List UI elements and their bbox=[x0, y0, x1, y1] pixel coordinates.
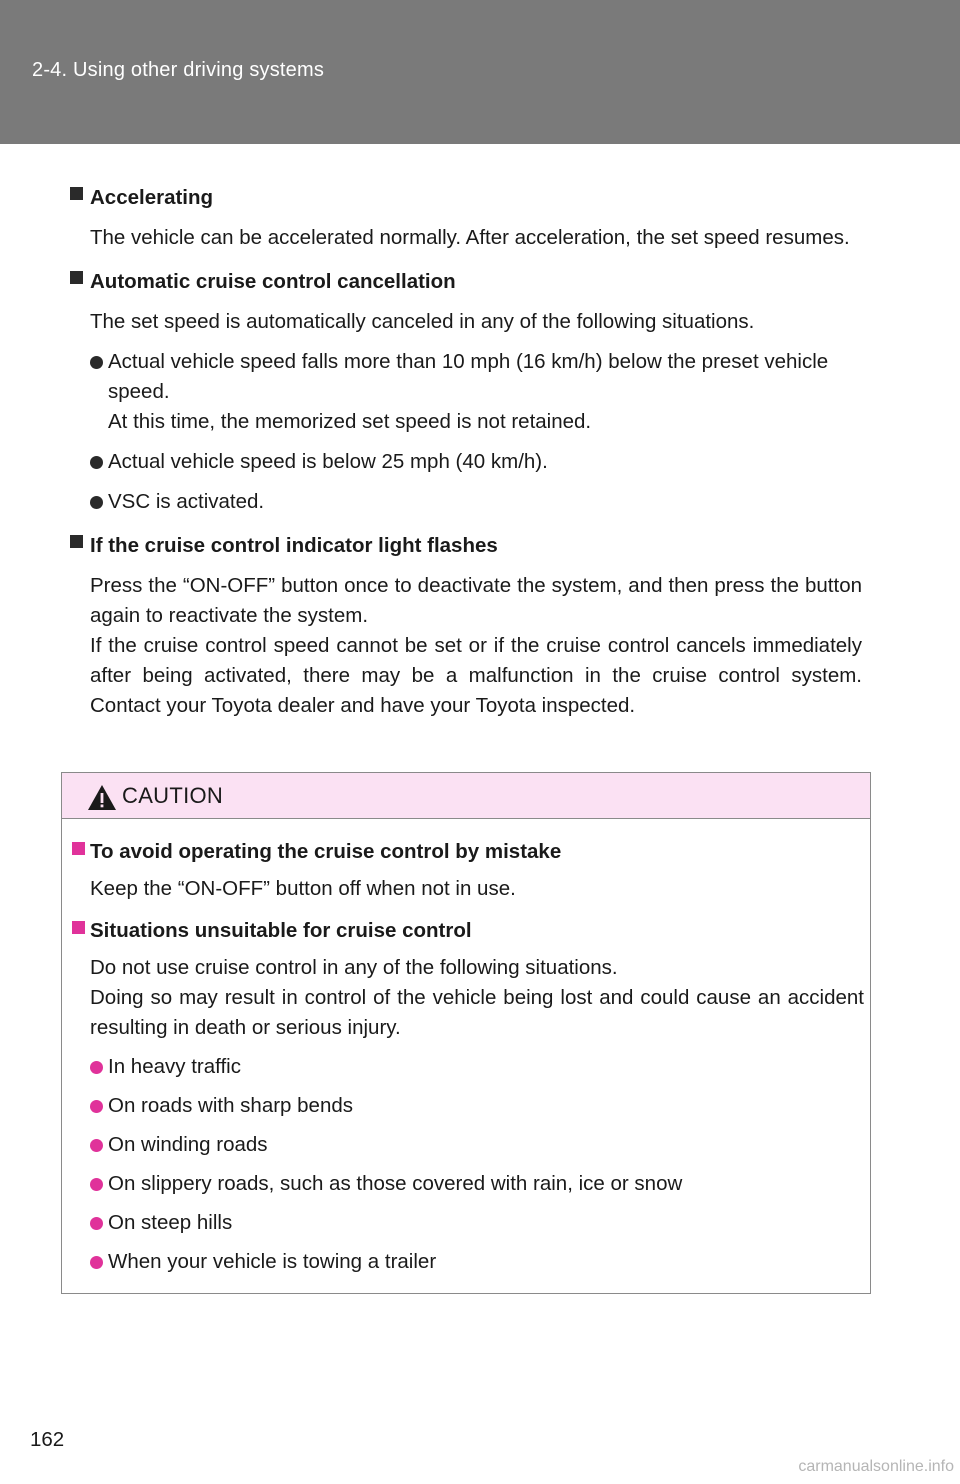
list-item-text: Actual vehicle speed is below 25 mph (40 km/h). bbox=[108, 450, 548, 473]
caution-box bbox=[61, 772, 871, 1294]
list-item-text: On winding roads bbox=[108, 1133, 268, 1156]
list-item-text: In heavy traffic bbox=[108, 1055, 241, 1078]
list-item bbox=[90, 347, 862, 437]
caution-section-body: Keep the “ON-OFF” button off when not in use. bbox=[90, 877, 516, 900]
list-item bbox=[90, 1169, 864, 1199]
warning-triangle-icon bbox=[87, 784, 117, 811]
section-title: Automatic cruise control cancellation bbox=[90, 270, 456, 293]
section-body: The set speed is automatically canceled in any of the following situations. bbox=[90, 310, 755, 333]
list-item bbox=[90, 1091, 864, 1121]
caution-section-body-continued: Doing so may result in control of the vehicle being lost and could cause an accident resulting in death or serious injury. bbox=[90, 986, 864, 1039]
section-title: Accelerating bbox=[90, 186, 214, 209]
caution-section-title: To avoid operating the cruise control by mistake bbox=[90, 840, 562, 863]
caution-section bbox=[72, 837, 864, 904]
caution-title: CAUTION bbox=[122, 783, 224, 808]
caution-section bbox=[72, 916, 864, 1277]
caution-section-body: Do not use cruise control in any of the following situations. bbox=[90, 956, 618, 979]
round-bullet-icon bbox=[90, 1100, 103, 1113]
square-bullet-icon bbox=[70, 271, 83, 284]
section-body: Press the “ON-OFF” button once to deactivate the system, and then press the button again to reactivate the system. bbox=[90, 574, 862, 627]
list-item-text: VSC is activated. bbox=[108, 490, 265, 513]
section-breadcrumb: 2-4. Using other driving systems bbox=[32, 59, 325, 81]
section-indicator-flashes bbox=[70, 531, 862, 721]
list-item bbox=[90, 447, 862, 477]
footer-watermark-link[interactable]: carmanualsonline.info bbox=[798, 1458, 954, 1475]
square-bullet-icon bbox=[72, 842, 85, 855]
square-bullet-icon bbox=[72, 921, 85, 934]
section-title: If the cruise control indicator light flashes bbox=[90, 534, 498, 557]
list-item bbox=[90, 1208, 864, 1238]
square-bullet-icon bbox=[70, 535, 83, 548]
main-content bbox=[70, 183, 862, 735]
section-body: The vehicle can be accelerated normally. After acceleration, the set speed resumes. bbox=[90, 226, 850, 249]
list-item bbox=[90, 1247, 864, 1277]
caution-body bbox=[72, 837, 864, 1289]
list-item-text: On steep hills bbox=[108, 1211, 233, 1234]
round-bullet-icon bbox=[90, 1178, 103, 1191]
caution-section-title: Situations unsuitable for cruise control bbox=[90, 919, 472, 942]
list-item-text: On slippery roads, such as those covered with rain, ice or snow bbox=[108, 1172, 683, 1195]
section-auto-cancel bbox=[70, 267, 862, 517]
round-bullet-icon bbox=[90, 496, 103, 509]
round-bullet-icon bbox=[90, 1061, 103, 1074]
section-accelerating bbox=[70, 183, 862, 253]
caution-header bbox=[62, 773, 870, 819]
list-item bbox=[90, 1052, 864, 1082]
round-bullet-icon bbox=[90, 356, 103, 369]
round-bullet-icon bbox=[90, 1256, 103, 1269]
round-bullet-icon bbox=[90, 1139, 103, 1152]
round-bullet-icon bbox=[90, 456, 103, 469]
list-item bbox=[90, 487, 862, 517]
page-header bbox=[0, 0, 960, 144]
list-item-text: Actual vehicle speed falls more than 10 mph (16 km/h) below the preset vehicle speed. bbox=[108, 350, 829, 403]
list-item bbox=[90, 1130, 864, 1160]
page-number: 162 bbox=[30, 1428, 65, 1451]
list-item-text: On roads with sharp bends bbox=[108, 1094, 353, 1117]
section-body-continued: If the cruise control speed cannot be set or if the cruise control cancels immediately after being activated, there may be a malfunction in the cruise control system. Contact your Toyota dealer and have your Toyota inspected. bbox=[90, 634, 862, 717]
round-bullet-icon bbox=[90, 1217, 103, 1230]
square-bullet-icon bbox=[70, 187, 83, 200]
list-item-note: At this time, the memorized set speed is not retained. bbox=[108, 410, 592, 433]
list-item-text: When your vehicle is towing a trailer bbox=[108, 1250, 437, 1273]
